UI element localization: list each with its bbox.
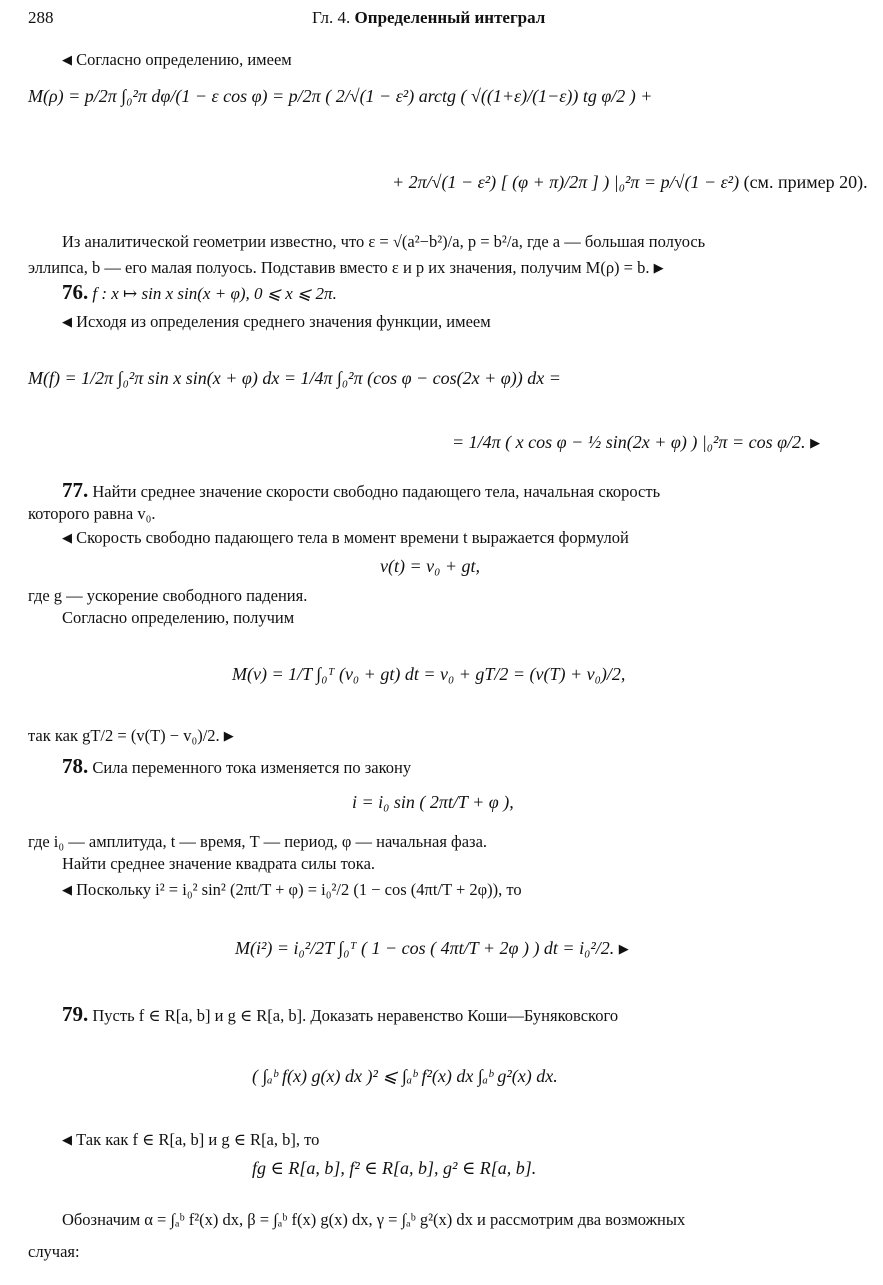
formula-line [452,432,820,453]
formula-line: i = i₀ sin ( 2πt/T + φ ), [352,792,514,812]
solution-start-icon: ◀ [62,52,72,67]
formula-line: M(f) = 1/2π ∫₀²π sin x sin(x + φ) dx = 1/4π ∫₀²π (cos φ − cos(2x + φ)) dx = [28,368,561,388]
text-line: Согласно определению, имеем [76,50,292,69]
formula: + 2π/√(1 − ε²) [ (φ + π)/2π ] ) |₀²π = p/√(1 − ε²) [392,172,740,192]
text-line: Поскольку i² = i₀² sin² (2πt/T + φ) = i₀²/2 (1 − cos (4πt/T + 2φ)), то [76,880,522,899]
reference: (см. пример 20). [743,172,868,192]
text-line: Из аналитической геометрии известно, что ε = √(a²−b²)/a, p = b²/a, где a — большая полуось [62,232,706,251]
solution-end-icon: ▶ [810,435,821,450]
page-number: 288 [28,8,54,27]
problem-number: 76. [62,280,89,304]
formula-line: fg ∈ R[a, b], f² ∈ R[a, b], g² ∈ R[a, b]. [252,1158,537,1178]
problem-78 [62,756,411,778]
text-line: Согласно определению, получим [62,608,295,627]
solution-start [62,880,522,900]
formula-line [235,938,629,959]
solution-start-icon: ◀ [62,530,72,545]
text-line: которого равна v₀. [28,504,156,523]
formula-line [392,172,868,193]
text-line: где g — ускорение свободного падения. [28,586,308,605]
solution-end-icon: ▶ [618,941,629,956]
problem-number: 77. [62,478,89,502]
text-line [28,258,664,278]
solution-start [62,1130,319,1150]
chapter-prefix: Гл. 4. [312,8,351,27]
problem-77 [62,480,660,502]
solution-end-icon: ▶ [223,728,234,743]
text-line [28,726,234,746]
problem-79 [62,1004,618,1026]
problem-text: Пусть f ∈ R[a, b] и g ∈ R[a, b]. Доказать неравенство Коши—Буняковского [92,1006,619,1025]
problem-76 [62,282,337,304]
formula-line: M(v) = 1/T ∫₀ᵀ (v₀ + gt) dt = v₀ + gT/2 = (v(T) + v₀)/2, [232,664,626,684]
problem-number: 79. [62,1002,89,1026]
solution-start [62,50,292,70]
text-line: Обозначим α = ∫ₐᵇ f²(x) dx, β = ∫ₐᵇ f(x) g(x) dx, γ = ∫ₐᵇ g²(x) dx и рассмотрим два возможных [62,1210,686,1229]
formula: = 1/4π ( x cos φ − ½ sin(2x + φ) ) |₀²π = cos φ/2. [452,432,806,452]
solution-start-icon: ◀ [62,882,72,897]
problem-text: Найти среднее значение скорости свободно падающего тела, начальная скорость [92,482,661,501]
formula-line [28,86,652,107]
text-line: где i₀ — амплитуда, t — время, T — период, φ — начальная фаза. [28,832,488,851]
formula-line: ( ∫ₐᵇ f(x) g(x) dx )² ⩽ ∫ₐᵇ f²(x) dx ∫ₐᵇ g²(x) dx. [252,1066,558,1086]
formula: M(i²) = i₀²/2T ∫₀ᵀ ( 1 − cos ( 4πt/T + 2φ ) ) dt = i₀²/2. [235,938,615,958]
text-line: Найти среднее значение квадрата силы тока. [62,854,376,873]
text-line-content: так как gT/2 = (v(T) − v₀)/2. [28,726,220,745]
formula-line: v(t) = v₀ + gt, [380,556,481,576]
formula: M(ρ) = p/2π ∫₀²π dφ/(1 − ε cos φ) = p/2π ( 2/√(1 − ε²) arctg ( √((1+ε)/(1−ε)) tg φ/2 ) + [28,86,653,106]
running-header [312,8,545,28]
solution-end-icon: ▶ [653,260,664,275]
text-line: случая: [28,1242,80,1261]
text-line: Исходя из определения среднего значения функции, имеем [76,312,491,331]
problem-number: 78. [62,754,89,778]
solution-start [62,312,491,332]
text-line: Скорость свободно падающего тела в момент времени t выражается формулой [76,528,629,547]
problem-text: Сила переменного тока изменяется по закону [92,758,412,777]
text-line-content: эллипса, b — его малая полуось. Подставив вместо ε и p их значения, получим M(ρ) = b. [28,258,650,277]
chapter-title: Определенный интеграл [354,8,546,27]
solution-start-icon: ◀ [62,1132,72,1147]
text-line: Так как f ∈ R[a, b] и g ∈ R[a, b], то [76,1130,320,1149]
solution-start-icon: ◀ [62,314,72,329]
solution-start [62,528,629,548]
problem-text: f : x ↦ sin x sin(x + φ), 0 ⩽ x ⩽ 2π. [92,284,337,303]
